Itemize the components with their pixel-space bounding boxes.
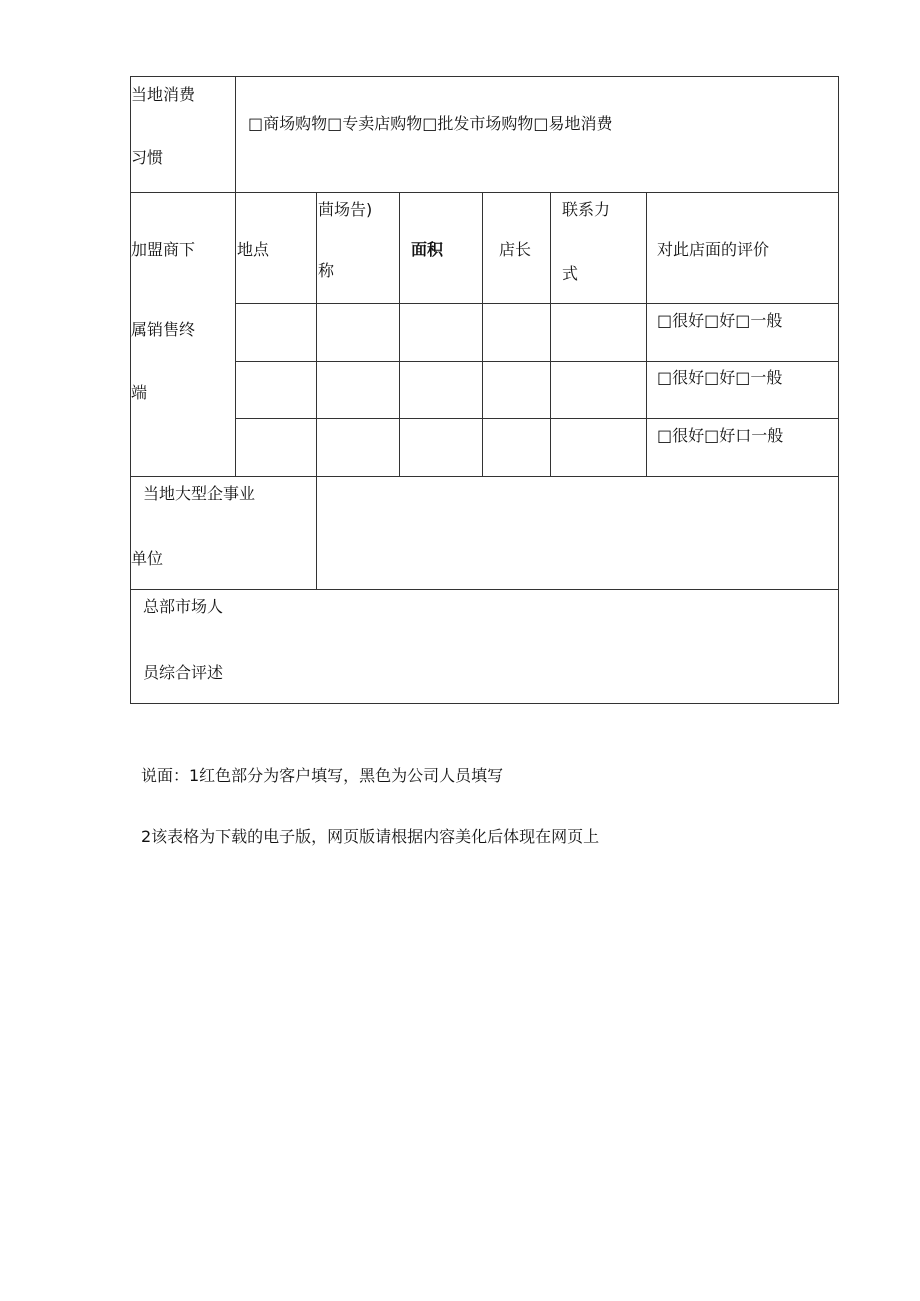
table-line <box>235 361 839 362</box>
table-line <box>235 418 839 419</box>
hq-review-label: 员综合评述 <box>143 663 224 682</box>
table-line <box>646 192 647 476</box>
rating-options: □很好□好□一般 <box>657 368 783 387</box>
rating-options: □很好□好口一般 <box>657 426 784 445</box>
table-line <box>316 192 317 589</box>
terminals-label: 加盟商下 <box>131 240 196 259</box>
enterprises-label: 当地大型企事业 <box>143 484 256 503</box>
consumption-options: □商场购物□专卖店购物□批发市场购物□易地消费 <box>248 114 613 133</box>
note-text: 2该表格为下载的电子版，网页版请根据内容美化后体现在网页上 <box>141 827 600 846</box>
terminals-label: 属销售终 <box>131 320 196 339</box>
table-line <box>130 589 839 590</box>
consumption-label: 习惯 <box>131 148 164 167</box>
terminals-label: 端 <box>131 383 148 402</box>
table-line <box>130 476 839 477</box>
table-line <box>838 76 839 704</box>
table-line <box>130 76 839 77</box>
table-line <box>235 76 236 476</box>
table-line <box>550 192 551 476</box>
header-name: 称 <box>318 261 335 280</box>
header-location: 地点 <box>237 240 270 259</box>
header-name: 茴场告) <box>318 200 373 219</box>
table-line <box>482 192 483 476</box>
header-contact: 式 <box>562 264 579 283</box>
table-line <box>130 192 839 193</box>
header-evaluation: 对此店面的评价 <box>657 240 770 259</box>
table-line <box>399 192 400 476</box>
rating-options: □很好□好□一般 <box>657 311 783 330</box>
header-contact: 联系力 <box>562 200 611 219</box>
table-line <box>130 703 839 704</box>
header-area: 面积 <box>411 240 444 259</box>
enterprises-label: 单位 <box>131 549 164 568</box>
hq-review-label: 总部市场人 <box>143 597 224 616</box>
table-line <box>235 303 839 304</box>
consumption-label: 当地消费 <box>131 85 196 104</box>
note-text: 说面：1红色部分为客户填写，黑色为公司人员填写 <box>141 766 504 785</box>
header-manager: 店长 <box>499 240 532 259</box>
